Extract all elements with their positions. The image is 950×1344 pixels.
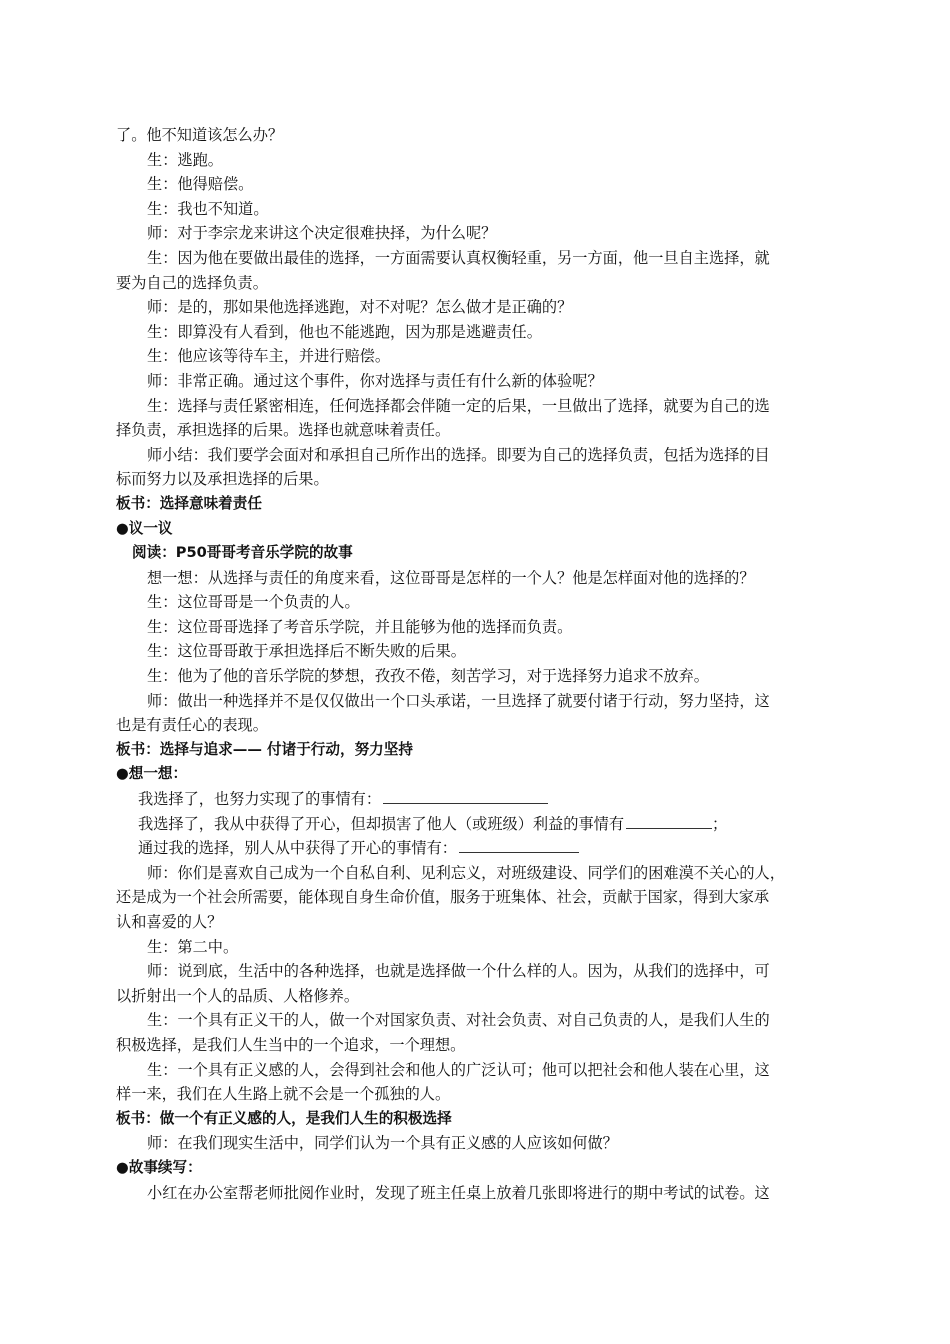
line-text: ●想一想： — [116, 765, 188, 783]
line-suffix: ； — [712, 814, 728, 833]
line-text: 生：逃跑。 — [147, 150, 223, 169]
text-line — [116, 713, 844, 738]
text-line — [116, 344, 844, 369]
line-text: 生：他应该等待车主，并进行赔偿。 — [147, 347, 390, 366]
line-text: 了。他不知道该怎么办？ — [116, 126, 284, 144]
document-page — [116, 123, 844, 1205]
text-line — [116, 910, 844, 935]
line-text: ●议一议 — [116, 519, 173, 537]
line-text: 师：非常正确。通过这个事件，你对选择与责任有什么新的体验呢？ — [147, 371, 603, 390]
fill-in-blank — [626, 812, 712, 829]
line-text: 生：这位哥哥选择了考音乐学院，并且能够为他的选择而负责。 — [147, 617, 573, 636]
text-line — [116, 590, 844, 615]
section-heading — [116, 541, 844, 566]
text-line — [116, 1033, 844, 1058]
line-text: 生：这位哥哥敢于承担选择后不断失败的后果。 — [147, 642, 466, 661]
line-text: 师：是的，那如果他选择逃跑，对不对呢？怎么做才是正确的？ — [147, 298, 573, 317]
text-line — [116, 615, 844, 640]
section-heading — [116, 1107, 844, 1132]
line-text: 板书：做一个有正义感的人，是我们人生的积极选择 — [116, 1109, 452, 1127]
line-text: 生：他为了他的音乐学院的梦想，孜孜不倦，刻苦学习，对于选择努力追求不放弃。 — [147, 667, 709, 686]
line-text: 也是有责任心的表现。 — [116, 716, 268, 735]
text-line — [116, 1082, 844, 1107]
text-line — [116, 664, 844, 689]
text-line — [116, 639, 844, 664]
line-text: 我选择了，我从中获得了开心，但却损害了他人（或班级）利益的事情有 — [138, 814, 624, 833]
fill-in-blank — [383, 787, 548, 804]
line-text: 生：第二中。 — [147, 937, 239, 956]
text-line — [116, 148, 844, 173]
line-text: 生：因为他在要做出最佳的选择，一方面需要认真权衡轻重，另一方面，他一旦自主选择，就 — [147, 248, 770, 267]
text-line — [116, 394, 844, 419]
line-text: 认和喜爱的人？ — [116, 913, 223, 931]
text-line — [116, 1181, 844, 1206]
line-text: 师小结：我们要学会面对和承担自己所作出的选择。即要为自己的选择负责，包括为选择的目 — [147, 445, 770, 464]
section-heading — [116, 1156, 844, 1181]
line-text: 师：在我们现实生活中，同学们认为一个具有正义感的人应该如何做？ — [147, 1134, 618, 1153]
line-text: 要为自己的选择负责。 — [116, 273, 268, 292]
section-heading — [116, 492, 844, 517]
text-line — [116, 246, 844, 271]
line-text: 想一想：从选择与责任的角度来看，这位哥哥是怎样的一个人？他是怎样面对他的选择的？ — [147, 568, 755, 587]
line-text: ●故事续写： — [116, 1158, 202, 1176]
line-text: 生：一个具有正义干的人，做一个对国家负责、对社会负责、对自己负责的人，是我们人生的 — [147, 1011, 770, 1030]
line-text: 通过我的选择，别人从中获得了开心的事情有： — [138, 839, 457, 858]
text-line — [116, 1008, 844, 1033]
text-line — [116, 123, 844, 148]
text-line — [116, 836, 844, 861]
text-line — [116, 369, 844, 394]
section-heading — [116, 517, 844, 542]
section-heading — [116, 738, 844, 763]
line-text: 积极选择，是我们人生当中的一个追求，一个理想。 — [116, 1035, 466, 1054]
line-text: 生：我也不知道。 — [147, 199, 269, 218]
line-text: 我选择了，也努力实现了的事情有： — [138, 790, 381, 809]
text-line — [116, 689, 844, 714]
line-text: 师：做出一种选择并不是仅仅做出一个口头承诺，一旦选择了就要付诸于行动，努力坚持，这 — [147, 691, 770, 710]
text-line — [116, 566, 844, 591]
text-line — [116, 861, 844, 886]
line-text: 生：选择与责任紧密相连，任何选择都会伴随一定的后果，一旦做出了选择，就要为自己的选 — [147, 396, 770, 415]
text-line — [116, 221, 844, 246]
text-line — [116, 1131, 844, 1156]
text-line — [116, 935, 844, 960]
text-line — [116, 271, 844, 296]
line-text: 阅读：P50哥哥考音乐学院的故事 — [132, 544, 353, 562]
fill-in-blank — [459, 836, 579, 853]
line-text: 小红在办公室帮老师批阅作业时，发现了班主任桌上放着几张即将进行的期中考试的试卷。这 — [147, 1183, 770, 1202]
text-line — [116, 959, 844, 984]
line-text: 师：说到底，生活中的各种选择，也就是选择做一个什么样的人。因为，从我们的选择中，可 — [147, 962, 770, 981]
text-line — [116, 172, 844, 197]
line-text: 择负责，承担选择的后果。选择也就意味着责任。 — [116, 421, 451, 440]
text-line — [116, 197, 844, 222]
text-line — [116, 320, 844, 345]
line-text: 生：即算没有人看到，他也不能逃跑，因为那是逃避责任。 — [147, 322, 542, 341]
line-text: 生：这位哥哥是一个负责的人。 — [147, 593, 360, 612]
text-line — [116, 467, 844, 492]
line-text: 还是成为一个社会所需要，能体现自身生命价值，服务于班集体、社会，贡献于国家，得到大家承 — [116, 888, 770, 907]
line-text: 以折射出一个人的品质、人格修养。 — [116, 986, 359, 1005]
line-text: 样一来，我们在人生路上就不会是一个孤独的人。 — [116, 1085, 451, 1104]
line-text: 板书：选择意味着责任 — [116, 494, 262, 512]
text-line — [116, 1058, 844, 1083]
text-line — [116, 443, 844, 468]
text-line — [116, 984, 844, 1009]
section-heading — [116, 762, 844, 787]
text-line — [116, 885, 844, 910]
text-line — [116, 812, 844, 837]
text-line — [116, 295, 844, 320]
text-line — [116, 787, 844, 812]
line-text: 师：你们是喜欢自己成为一个自私自利、见利忘义，对班级建设、同学们的困难漠不关心的人， — [147, 863, 785, 882]
line-text: 板书：选择与追求—— 付诸于行动，努力坚持 — [116, 740, 413, 758]
line-text: 生：一个具有正义感的人，会得到社会和他人的广泛认可；他可以把社会和他人装在心里，这 — [147, 1060, 770, 1079]
line-text: 标而努力以及承担选择的后果。 — [116, 470, 329, 489]
line-text: 师：对于李宗龙来讲这个决定很难抉择，为什么呢？ — [147, 224, 497, 243]
text-line — [116, 418, 844, 443]
line-text: 生：他得赔偿。 — [147, 175, 254, 194]
